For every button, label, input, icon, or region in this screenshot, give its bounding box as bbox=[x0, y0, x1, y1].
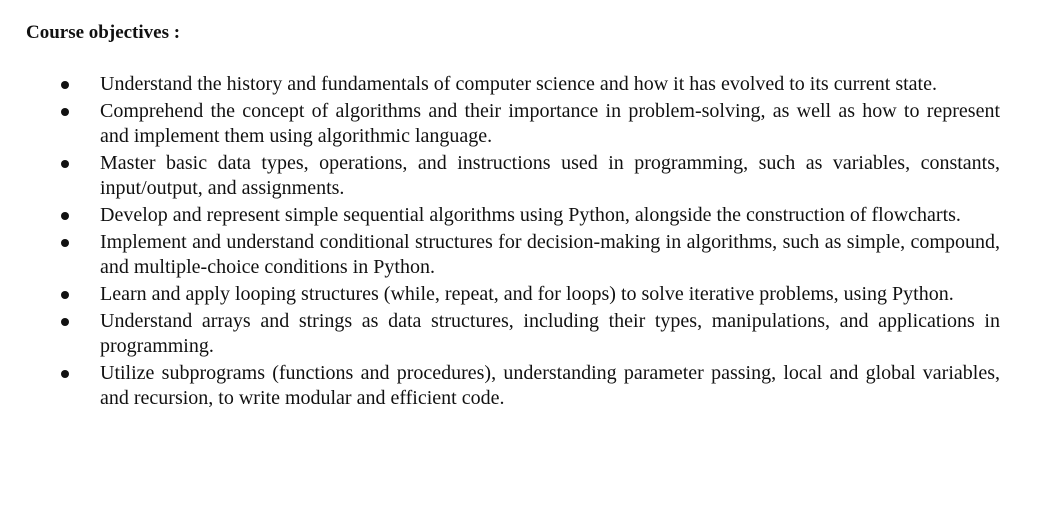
bullet-icon bbox=[61, 239, 69, 247]
objective-item bbox=[60, 203, 1000, 228]
objective-item bbox=[60, 151, 1000, 201]
objective-item bbox=[60, 72, 1000, 97]
objective-item bbox=[60, 230, 1000, 280]
bullet-icon bbox=[61, 160, 69, 168]
bullet-icon bbox=[61, 81, 69, 89]
objective-text: Master basic data types, operations, and instructions used in programming, such as variables, constants, input/output, and assignments. bbox=[100, 152, 1000, 199]
objective-text: Implement and understand conditional structures for decision-making in algorithms, such as simple, compound, and multiple-choice conditions in Python. bbox=[100, 231, 1000, 278]
objective-text: Develop and represent simple sequential algorithms using Python, alongside the construction of flowcharts. bbox=[100, 204, 961, 226]
objective-text: Utilize subprograms (functions and procedures), understanding parameter passing, local and global variables, and recursion, to write modular and efficient code. bbox=[100, 362, 1000, 409]
objective-item bbox=[60, 99, 1000, 149]
objective-text: Understand arrays and strings as data structures, including their types, manipulations, and applications in programming. bbox=[100, 310, 1000, 357]
bullet-icon bbox=[61, 291, 69, 299]
bullet-icon bbox=[61, 318, 69, 326]
bullet-icon bbox=[61, 108, 69, 116]
section-heading: Course objectives : bbox=[26, 22, 181, 43]
objective-text: Learn and apply looping structures (while, repeat, and for loops) to solve iterative problems, using Python. bbox=[100, 283, 954, 305]
objective-text: Comprehend the concept of algorithms and their importance in problem-solving, as well as how to represent and implement them using algorithmic language. bbox=[100, 100, 1000, 147]
objectives-list bbox=[60, 72, 1000, 413]
bullet-icon bbox=[61, 212, 69, 220]
objective-item bbox=[60, 361, 1000, 411]
objective-item bbox=[60, 309, 1000, 359]
objective-item bbox=[60, 282, 1000, 307]
objective-text: Understand the history and fundamentals of computer science and how it has evolved to its current state. bbox=[100, 73, 937, 95]
bullet-icon bbox=[61, 370, 69, 378]
